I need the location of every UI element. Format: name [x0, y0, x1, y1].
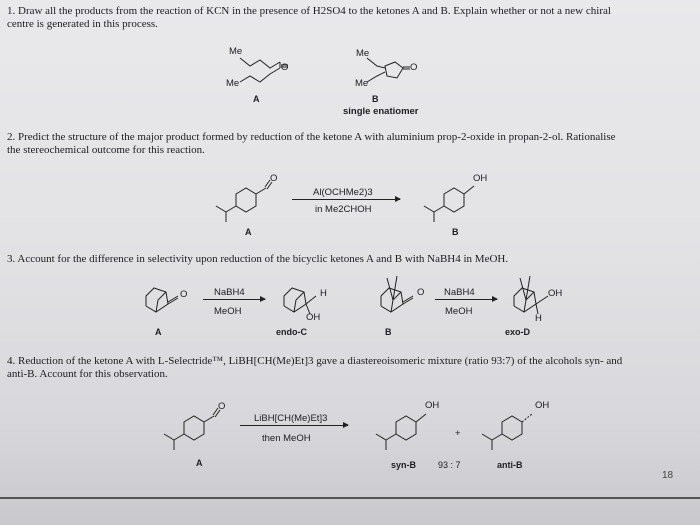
q1-a-oxygen: O [281, 62, 289, 73]
q2-b-hydroxyl: OH [473, 173, 488, 184]
q2-reagent-top: Al(OCHMe2)3 [313, 187, 373, 198]
q3-reagent-2-top: NaBH4 [444, 287, 475, 298]
page-bottom-edge [0, 497, 700, 499]
q4-label-anti-b: anti-B [497, 460, 523, 470]
q3-reaction-arrow-1 [203, 299, 265, 300]
q4-anti-b-structure [478, 404, 548, 454]
q4-reaction-arrow [240, 425, 348, 426]
q3-c-hydrogen: H [320, 288, 327, 299]
q4-label-a: A [196, 458, 203, 468]
question-3-text [7, 253, 697, 266]
question-4-line-2: anti-B. Account for this observation. [7, 368, 168, 380]
q4-label-syn-b: syn-B [391, 460, 417, 470]
q2-reagent-bottom: in Me2CHOH [315, 204, 372, 215]
q3-d-hydroxyl: OH [548, 288, 563, 299]
q1-label-a: A [253, 94, 260, 104]
q3-ketone-a-structure [140, 282, 190, 318]
page-number: 18 [662, 470, 674, 481]
q3-d-hydrogen: H [535, 313, 542, 324]
q1-b-me-bottom: Me [355, 78, 369, 89]
q3-reagent-1-top: NaBH4 [214, 287, 245, 298]
q3-b-oxygen: O [417, 287, 425, 298]
q4-syn-b-structure [372, 404, 442, 454]
q4-syn-hydroxyl: OH [425, 400, 440, 411]
q3-reagent-1-bottom: MeOH [214, 306, 242, 317]
q4-ratio: 93 : 7 [438, 460, 461, 470]
q4-reagent-top: LiBH[CH(Me)Et]3 [254, 413, 328, 424]
q1-b-oxygen: O [410, 62, 418, 73]
question-2-line-1: 2. Predict the structure of the major product formed by reduction of the ketone A with aluminium prop-2-oxide in propan-2-ol. Rationalise [7, 131, 616, 143]
q4-anti-hydroxyl: OH [535, 400, 550, 411]
q4-plus-sign: + [455, 428, 461, 439]
q3-label-a: A [155, 327, 162, 337]
q1-label-b: B [372, 94, 379, 104]
q3-label-exo-d: exo-D [505, 327, 531, 337]
question-2-line-2: the stereochemical outcome for this reaction. [7, 144, 205, 156]
q1-b-note: single enatiomer [343, 106, 419, 117]
q1-b-me-top: Me [356, 48, 370, 59]
q4-reagent-bottom: then MeOH [262, 433, 311, 444]
question-1-text [7, 5, 697, 31]
q3-reaction-arrow-2 [435, 299, 497, 300]
question-4-text [7, 355, 697, 381]
question-1-line-2: centre is generated in this process. [7, 18, 158, 30]
q2-label-a: A [245, 227, 252, 237]
q2-reaction-arrow [292, 199, 400, 200]
question-4-line-1: 4. Reduction of the ketone A with L-Selectride™, LiBH[CH(Me)Et]3 gave a diastereoisomeric mixture (ratio 93:7) of the alcohols syn- and [7, 355, 623, 367]
question-3-line-1: 3. Account for the difference in selectivity upon reduction of the bicyclic ketones A and B with NaBH4 in MeOH. [7, 253, 509, 265]
q3-label-b: B [385, 327, 392, 337]
q1-a-me-bottom: Me [226, 78, 240, 89]
q3-label-endo-c: endo-C [276, 327, 307, 337]
q1-a-me-top: Me [229, 46, 243, 57]
q3-reagent-2-bottom: MeOH [445, 306, 473, 317]
q3-a-oxygen: O [180, 289, 188, 300]
question-1-line-1: 1. Draw all the products from the reaction of KCN in the presence of H2SO4 to the ketones A and B. Explain whether or not a new chiral [7, 5, 611, 17]
q2-label-b: B [452, 227, 459, 237]
q4-a-oxygen: O [218, 401, 226, 412]
q3-c-hydroxyl: OH [306, 312, 321, 323]
q2-a-oxygen: O [270, 173, 278, 184]
question-2-text [7, 131, 697, 157]
